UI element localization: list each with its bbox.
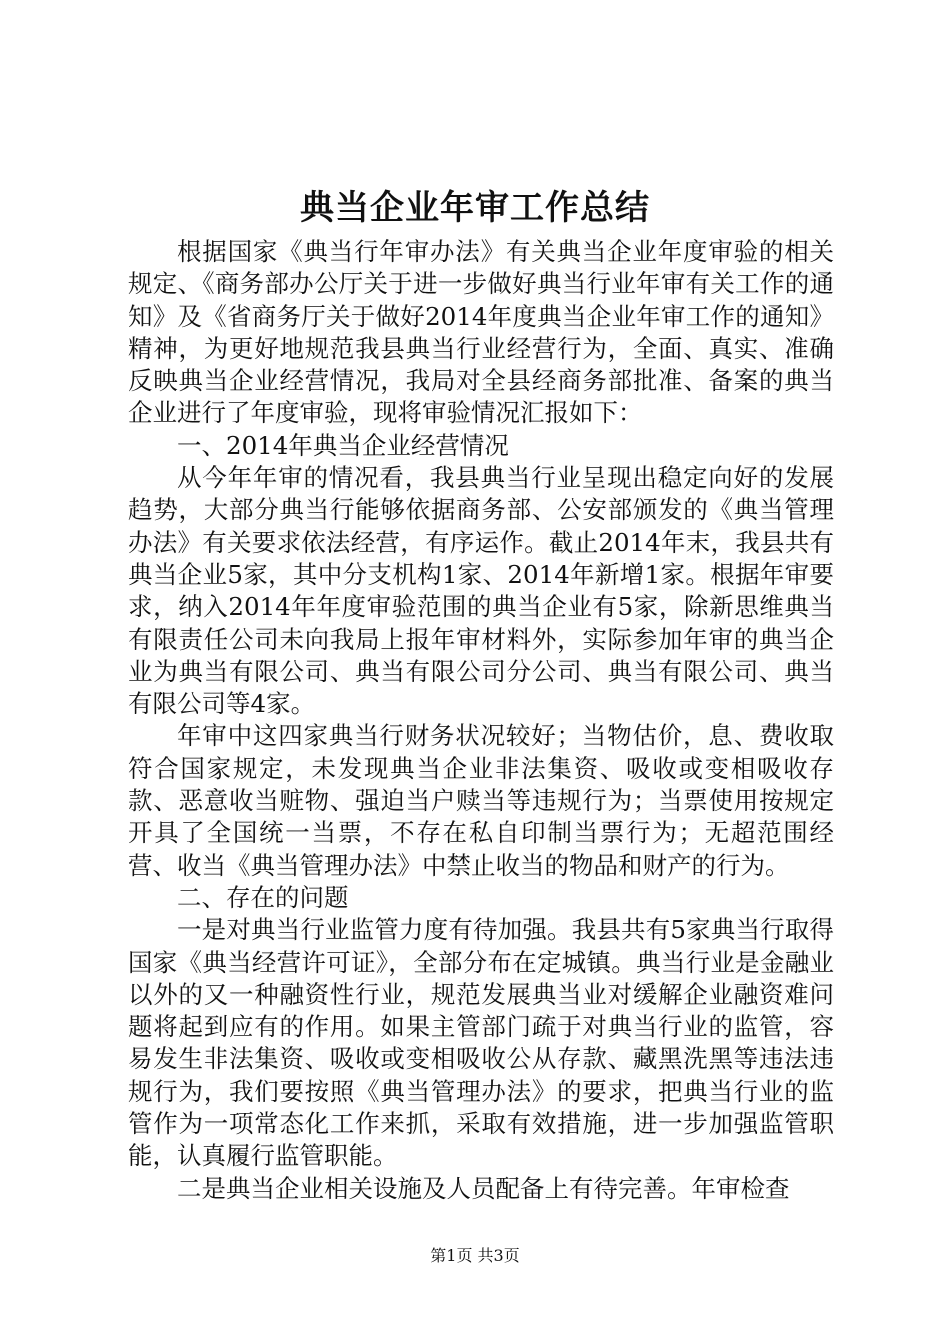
document-title: 典当企业年审工作总结	[300, 188, 650, 228]
section-heading-2: 二、存在的问题	[177, 882, 349, 912]
page-footer: 第1页 共3页	[430, 1246, 520, 1265]
paragraph-operations: 从今年年审的情况看，我县典当行业呈现出稳定向好的发展趋势，大部分典当行能够依据商务部、公安部颁发的《典当管理办法》有关要求依法经营，有序运作。截止2014年末，我县共有典当企业5家，其中分支机构1家、2014年新增1家。根据年审要求，纳入2014年年度审验范围的典当企业有5家，除新思维典当有限责任公司未向我局上报年审材料外，实际参加年审的典当企业为典当有限公司、典当有限公司分公司、典当有限公司、典当有限公司等4家。	[128, 463, 834, 719]
section-heading-1: 一、2014年典当企业经营情况	[177, 430, 509, 460]
paragraph-finance: 年审中这四家典当行财务状况较好；当物估价，息、费收取符合国家规定，未发现典当企业非法集资、吸收或变相吸收存款、恶意收当赃物、强迫当户赎当等违规行为；当票使用按规定开具了全国统一当票，不存在私自印制当票行为；无超范围经营、收当《典当管理办法》中禁止收当的物品和财产的行为。	[128, 721, 834, 880]
paragraph-issue-1: 一是对典当行业监管力度有待加强。我县共有5家典当行取得国家《典当经营许可证》，全部分布在定城镇。典当行业是金融业以外的又一种融资性行业，规范发展典当业对缓解企业融资难问题将起到应有的作用。如果主管部门疏于对典当行业的监管，容易发生非法集资、吸收或变相吸收公从存款、藏黑洗黑等违法违规行为，我们要按照《典当管理办法》的要求，把典当行业的监管作为一项常态化工作来抓，采取有效措施，进一步加强监管职能，认真履行监管职能。	[128, 915, 834, 1171]
paragraph-intro: 根据国家《典当行年审办法》有关典当企业年度审验的相关规定、《商务部办公厅关于进一步做好典当行业年审有关工作的通知》及《省商务厅关于做好2014年度典当企业年审工作的通知》精神，为更好地规范我县典当行业经营行为，全面、真实、准确反映典当企业经营情况，我局对全县经商务部批准、备案的典当企业进行了年度审验，现将审验情况汇报如下：	[128, 237, 834, 428]
paragraph-issue-2: 二是典当企业相关设施及人员配备上有待完善。年审检查	[177, 1173, 790, 1203]
document-body	[128, 236, 834, 1205]
